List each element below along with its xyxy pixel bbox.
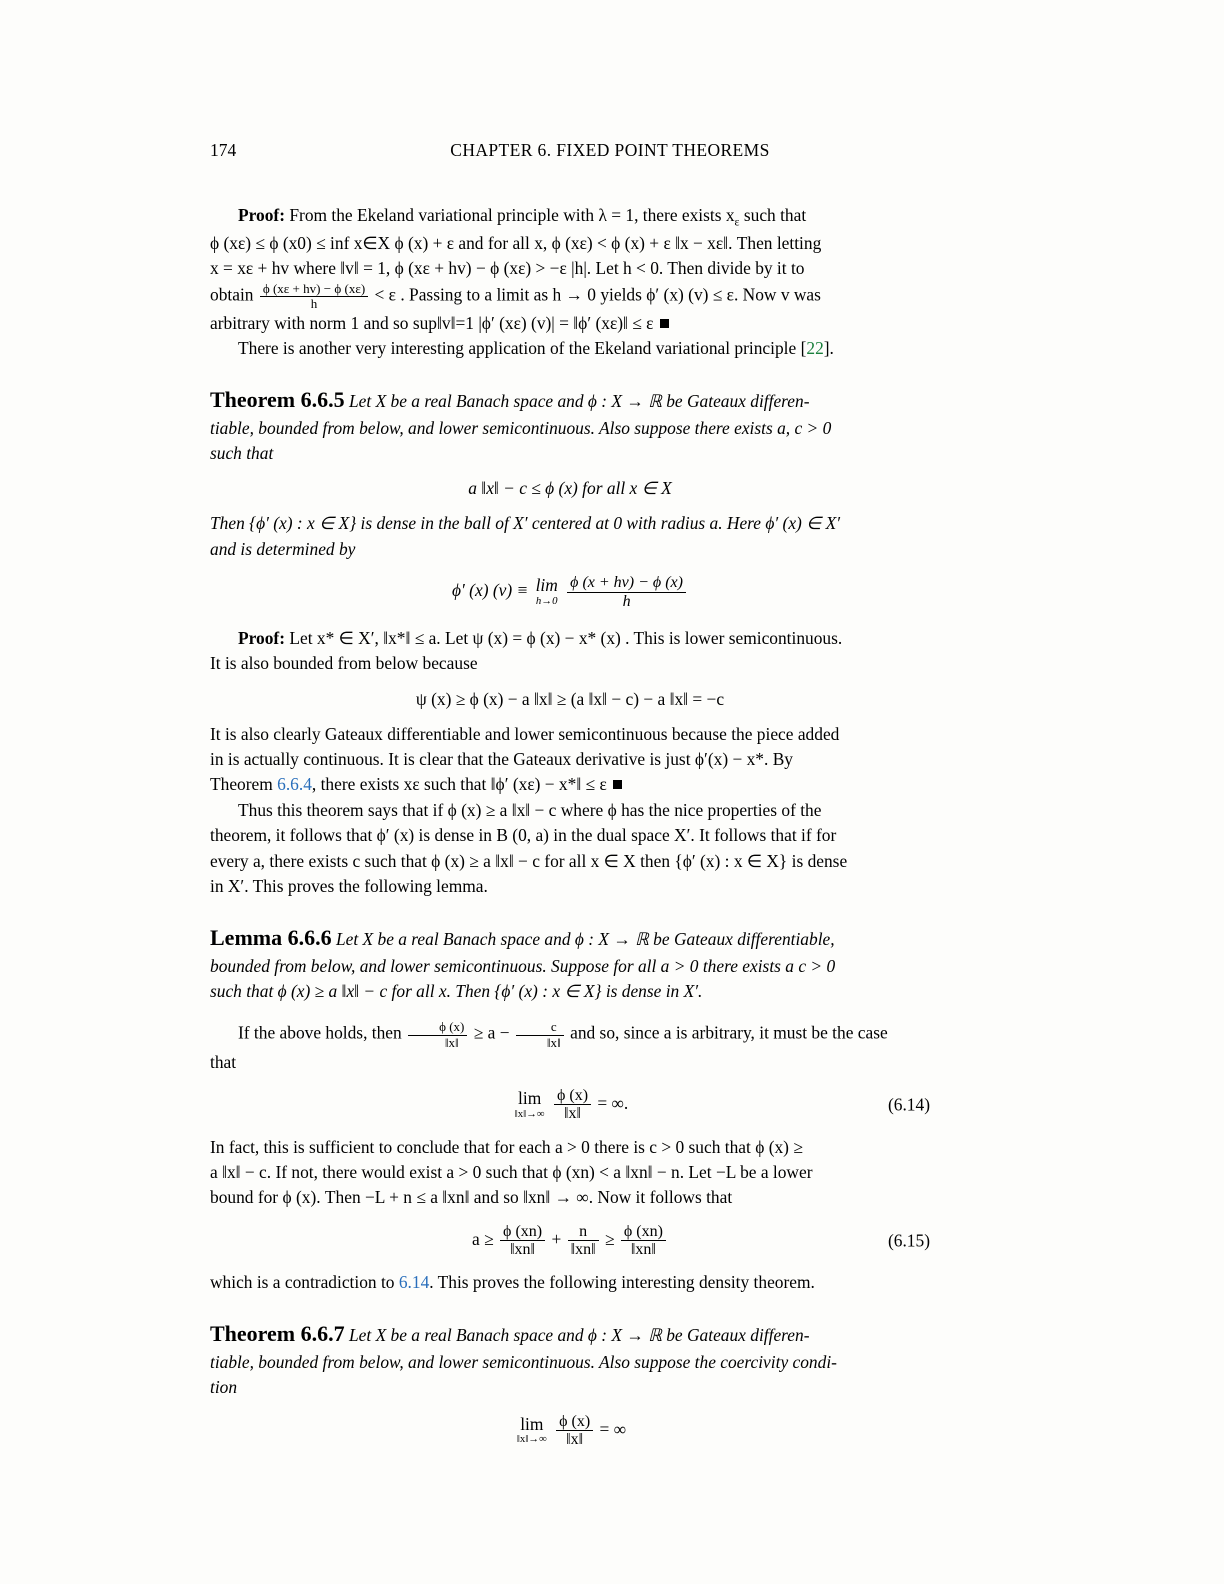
theorem-6-6-5-line1 [210, 384, 930, 416]
proof2-line5-pre: Theorem [210, 774, 278, 795]
if-text-post: and so, since a is arbitrary, it must be the case [570, 1023, 888, 1043]
fraction-numerator: ϕ (xn) [623, 1222, 663, 1240]
theorem-6-6-7-line2: tiable, bounded from below, and lower semicontinuous. Also suppose the coercivity condi- [210, 1351, 837, 1372]
if-fraction-2 [516, 1020, 564, 1049]
ekeland-text-post: ]. [823, 338, 834, 359]
lemma-6-6-6-line2: bounded from below, and lower semicontinuous. Suppose for all a > 0 there exists a c > 0 [210, 955, 836, 976]
theorem-6-6-7-line3: tion [210, 1377, 238, 1398]
qed-square-icon [613, 780, 622, 789]
lemma-6-6-6-line3: such that ϕ (x) ≥ a ‖x‖ − c for all x. Then {ϕ′ (x) : x ∈ X} is dense in X′. [210, 981, 703, 1002]
thus-paragraph-line1: Thus this theorem says that if ϕ (x) ≥ a ‖x‖ − c where ϕ has the nice properties of the [238, 799, 822, 820]
theorem-6-6-5-text1: Let X be a real Banach space and ϕ : X → ℝ be Gateaux differen- [349, 390, 810, 411]
limit-operator [516, 1413, 547, 1446]
fraction-denominator: ‖x‖ [516, 1035, 564, 1050]
proof1-text-a: From the Ekeland variational principle with λ = 1, there exists x [289, 205, 735, 225]
proof1-text-b: such that [739, 205, 807, 225]
proof2-line1: Let x* ∈ X′, ‖x*‖ ≤ a. Let ψ (x) = ϕ (x) − x* (x) . This is lower semicontinuous. [289, 627, 843, 648]
equation-number-6-15: (6.15) [887, 1230, 930, 1251]
equation-reference-6-14[interactable]: 6.14 [398, 1272, 430, 1293]
proof1-inline-fraction [260, 282, 368, 311]
if-above-holds-paragraph [210, 1020, 930, 1049]
contradiction-text-pre: which is a contradiction to [210, 1272, 399, 1293]
lemma-6-6-6-heading: Lemma 6.6.6 [210, 924, 332, 950]
theorem-6-6-7-text1: Let X be a real Banach space and ϕ : X → ℝ be Gateaux differen- [349, 1324, 810, 1345]
theorem-6-6-5-line2: tiable, bounded from below, and lower semicontinuous. Also suppose there exists a, c > 0 [210, 417, 832, 438]
theorem-6-6-7-heading: Theorem 6.6.7 [210, 1320, 345, 1346]
fraction-denominator: h [260, 296, 368, 311]
theorem-6-6-5 [210, 384, 930, 610]
theorem-6-6-5-equation-1: a ‖x‖ − c ≤ ϕ (x) for all x ∈ X [468, 478, 672, 499]
theorem-6-6-5-line3: such that [210, 443, 274, 464]
lemma-6-6-6 [210, 922, 930, 1005]
proof1-line4 [210, 282, 930, 311]
thus-paragraph-line3: every a, there exists c such that ϕ (x) ≥ a ‖x‖ − c for all x ∈ X then {ϕ′ (x) : x ∈ X} is dense [210, 850, 848, 871]
proof-paragraph-1 [210, 203, 930, 231]
proof1-sub-eps: ε [734, 214, 740, 229]
chapter-title: CHAPTER 6. FIXED POINT THEOREMS [450, 140, 770, 160]
equation-6-15 [210, 1223, 930, 1259]
fraction-denominator: ‖xn‖ [568, 1240, 599, 1258]
proof1-line3: x = xε + hv where ‖v‖ = 1, ϕ (xε + hv) − ϕ (xε) > −ε |h|. Let h < 0. Then divide by it to [210, 258, 805, 279]
limit-operator [536, 577, 558, 606]
equation-6-14-tail: = ∞. [597, 1092, 629, 1113]
contradiction-text-post: . This proves the following interesting density theorem. [429, 1272, 815, 1293]
proof2-line4: in is actually continuous. It is clear that the Gateaux derivative is just ϕ′(x) − x*. By [210, 749, 793, 770]
proof2-line2: It is also bounded from below because [210, 653, 478, 674]
fraction-numerator: ϕ (x) [559, 1412, 591, 1430]
page-number: 174 [210, 140, 237, 160]
proof-paragraph-2 [210, 626, 930, 651]
thus-paragraph-line4: in X′. This proves the following lemma. [210, 876, 488, 897]
proof2-line5-post: , there exists xε such that ‖ϕ′ (xε) − x*‖ ≤ ε [311, 774, 607, 795]
equation-6-15-plus: + [551, 1228, 562, 1249]
equation-2-fraction [567, 574, 686, 610]
fraction-numerator: ϕ (xn) [503, 1222, 543, 1240]
limit-subscript: ‖x‖→∞ [516, 1433, 547, 1446]
fraction-denominator: ‖x‖ [556, 1430, 593, 1448]
page-header [210, 140, 930, 161]
theorem-6-6-7-line1 [210, 1318, 930, 1350]
equation-6-15-fraction-2 [568, 1223, 599, 1259]
fraction-numerator: ϕ (xε + hv) − ϕ (xε) [262, 280, 366, 296]
theorem-6-6-7-equation-tail: = ∞ [599, 1418, 627, 1439]
limit-subscript: h→0 [535, 594, 558, 607]
thus-paragraph-line2: theorem, it follows that ϕ′ (x) is dense in B (0, a) in the dual space X′. It follows that if for [210, 825, 837, 846]
fraction-denominator: ‖xn‖ [621, 1240, 666, 1258]
fraction-denominator: ‖x‖ [554, 1104, 591, 1122]
fraction-numerator: ϕ (x) [556, 1086, 589, 1104]
proof1-line4-pre: obtain [210, 284, 254, 305]
fraction-denominator: ‖x‖ [408, 1035, 467, 1050]
theorem-6-6-5-heading: Theorem 6.6.5 [210, 386, 345, 412]
proof1-line4-post: < ε . Passing to a limit as h → 0 yields ϕ′ (x) (v) ≤ ε. Now v was [374, 284, 821, 305]
limit-label: lim [520, 1413, 544, 1434]
lemma-6-6-6-text1: Let X be a real Banach space and ϕ : X → ℝ be Gateaux differentiable, [335, 928, 835, 949]
proof2-line5 [210, 772, 930, 797]
if-text-mid: ≥ a − [473, 1023, 510, 1043]
if-above-holds-line2: that [210, 1051, 237, 1072]
infact-line2: a ‖x‖ − c. If not, there would exist a > 0 such that ϕ (xn) < a ‖xn‖ − n. Let −L be a lower [210, 1161, 813, 1182]
fraction-numerator: ϕ (x) [439, 1019, 465, 1035]
if-text-pre: If the above holds, then [238, 1023, 402, 1043]
fraction-numerator: ϕ (x + hv) − ϕ (x) [570, 574, 683, 592]
infact-line3: bound for ϕ (x). Then −L + n ≤ a ‖xn‖ and so ‖xn‖ → ∞. Now it follows that [210, 1187, 733, 1208]
limit-operator [515, 1090, 545, 1119]
theorem-reference-6-6-4[interactable]: 6.6.4 [277, 774, 312, 795]
equation-6-15-lhs: a ≥ [472, 1228, 494, 1249]
theorem-6-6-5-line4: Then {ϕ′ (x) : x ∈ X} is dense in the ball of X′ centered at 0 with radius a. Here ϕ′ (x) ∈ X′ [210, 513, 841, 534]
theorem-6-6-5-equation-2 [210, 574, 930, 610]
equation-6-15-fraction-1 [500, 1223, 545, 1259]
equation-6-14-fraction [554, 1087, 591, 1123]
qed-square-icon [660, 319, 669, 328]
fraction-denominator: h [567, 592, 686, 610]
equation-6-15-fraction-3 [621, 1223, 666, 1259]
proof-label-2: Proof: [238, 627, 286, 648]
equation-6-14 [210, 1087, 930, 1123]
theorem-6-6-7-equation [210, 1413, 930, 1449]
limit-label: lim [518, 1088, 542, 1109]
proof1-line5 [210, 311, 930, 336]
fraction-numerator: n [579, 1222, 588, 1240]
equation-number-6-14: (6.14) [887, 1094, 930, 1115]
ekeland-text-pre: There is another very interesting application of the Ekeland variational principle [ [238, 338, 807, 359]
equation-2-lhs: ϕ′ (x) (v) ≡ [452, 580, 529, 601]
fraction-denominator: ‖xn‖ [500, 1240, 545, 1258]
ekeland-application-paragraph [210, 336, 930, 361]
proof1-line2: ϕ (xε) ≤ ϕ (x0) ≤ inf x∈X ϕ (x) + ε and for all x, ϕ (xε) < ϕ (x) + ε ‖x − xε‖. Then letting [210, 232, 822, 253]
citation-link-22[interactable]: 22 [806, 338, 824, 359]
limit-subscript: ‖x‖→∞ [514, 1107, 545, 1120]
limit-label: lim [535, 575, 558, 596]
proof2-equation: ψ (x) ≥ ϕ (x) − a ‖x‖ ≥ (a ‖x‖ − c) − a ‖x‖ = −c [415, 688, 725, 709]
lemma-6-6-6-line1 [210, 922, 930, 954]
theorem-6-6-7 [210, 1318, 930, 1449]
if-fraction-1 [408, 1020, 467, 1049]
infact-line1: In fact, this is sufficient to conclude that for each a > 0 there is c > 0 such that ϕ (x) ≥ [210, 1136, 803, 1157]
proof1-line5-text: arbitrary with norm 1 and so sup‖v‖=1 |ϕ′ (xε) (v)| = ‖ϕ′ (xε)‖ ≤ ε [210, 312, 654, 333]
fraction-numerator: c [550, 1019, 557, 1035]
theorem-6-6-5-line5: and is determined by [210, 538, 356, 559]
theorem-6-6-7-fraction [556, 1413, 593, 1449]
page-content [210, 140, 930, 1460]
contradiction-paragraph [210, 1270, 930, 1295]
proof-label: Proof: [238, 205, 286, 225]
equation-6-15-geq: ≥ [604, 1228, 615, 1249]
proof2-line3: It is also clearly Gateaux differentiable and lower semicontinuous because the piece added [210, 723, 840, 744]
